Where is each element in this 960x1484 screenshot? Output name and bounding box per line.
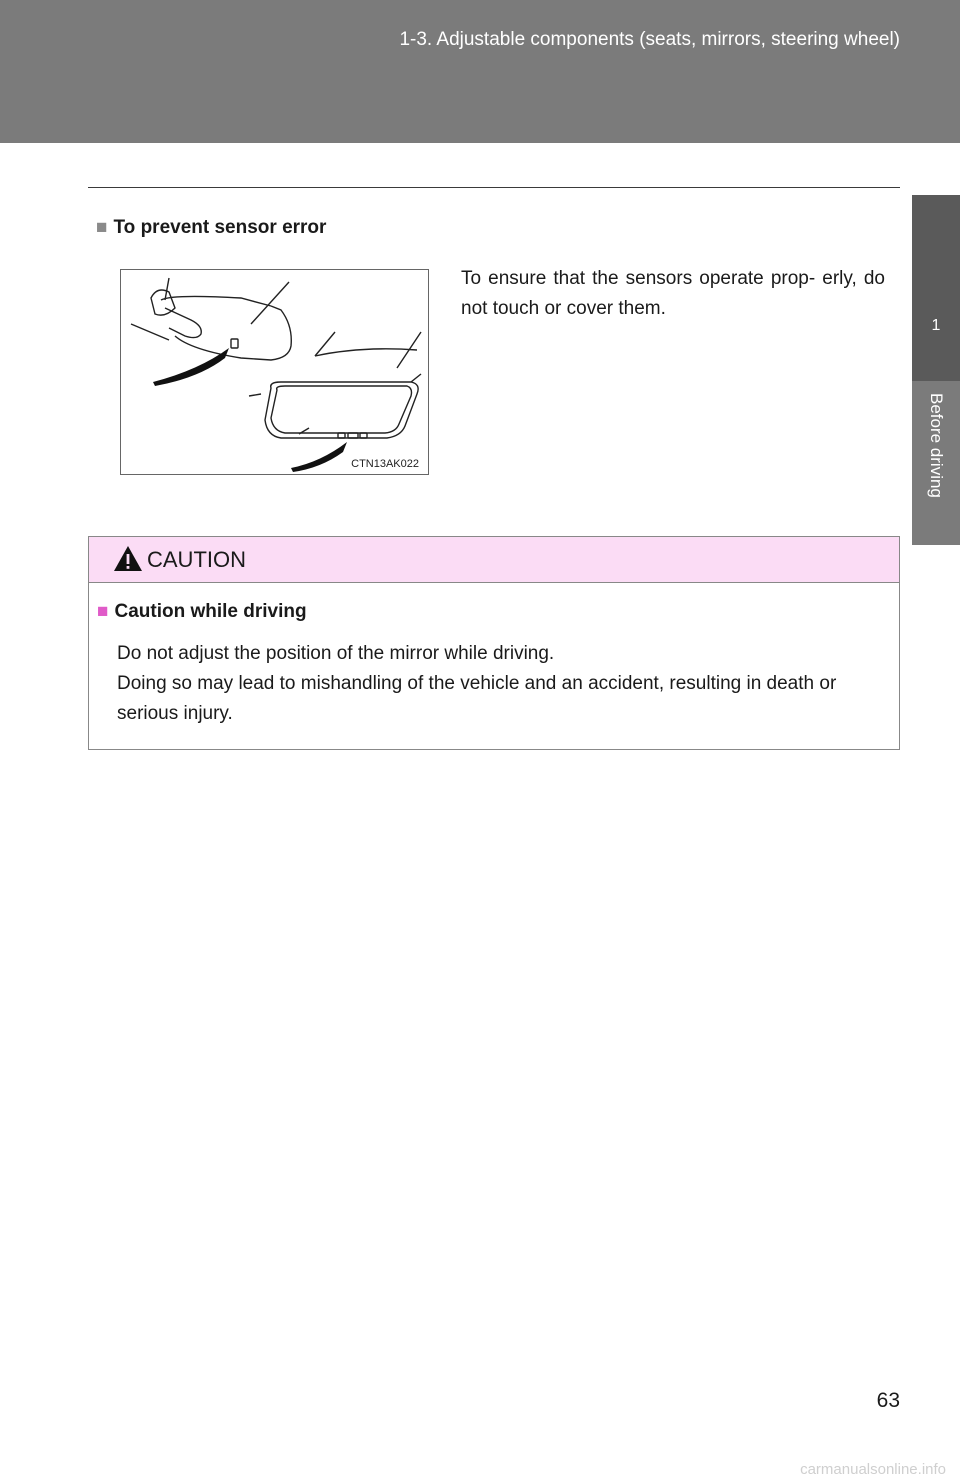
mirror-drawing — [121, 270, 430, 476]
divider — [88, 187, 900, 188]
warning-triangle-icon — [113, 545, 143, 572]
caution-line-1: Do not adjust the position of the mirror while driving. — [117, 643, 555, 664]
mirror-sensor-illustration — [120, 269, 429, 475]
caution-line-2: Doing so may lead to mishandling of the vehicle and an accident, resulting in death or serious injury. — [117, 673, 837, 724]
square-bullet-icon: ■ — [96, 217, 108, 238]
section-heading — [96, 217, 326, 239]
page-number: 63 — [876, 1389, 900, 1412]
header-band — [0, 0, 960, 143]
chapter-label: Before driving — [927, 393, 946, 498]
chapter-tab — [912, 195, 960, 545]
caution-box — [88, 536, 900, 750]
caution-header — [89, 537, 899, 583]
caution-text — [117, 639, 893, 729]
chapter-tab-highlight — [912, 195, 960, 381]
chapter-number: 1 — [931, 317, 941, 334]
body-paragraph: To ensure that the sensors operate prop- erly, do not touch or cover them. — [461, 268, 885, 319]
section-title: 1-3. Adjustable components (seats, mirrors, steering wheel) — [399, 29, 900, 50]
caution-subheading-text: Caution while driving — [114, 601, 307, 622]
caution-subheading — [97, 601, 307, 623]
square-bullet-icon: ■ — [97, 601, 109, 622]
figure-code: CTN13AK022 — [351, 458, 419, 470]
section-heading-text: To prevent sensor error — [113, 217, 327, 238]
caution-title: CAUTION — [147, 547, 246, 572]
watermark: carmanualsonline.info — [800, 1461, 946, 1478]
